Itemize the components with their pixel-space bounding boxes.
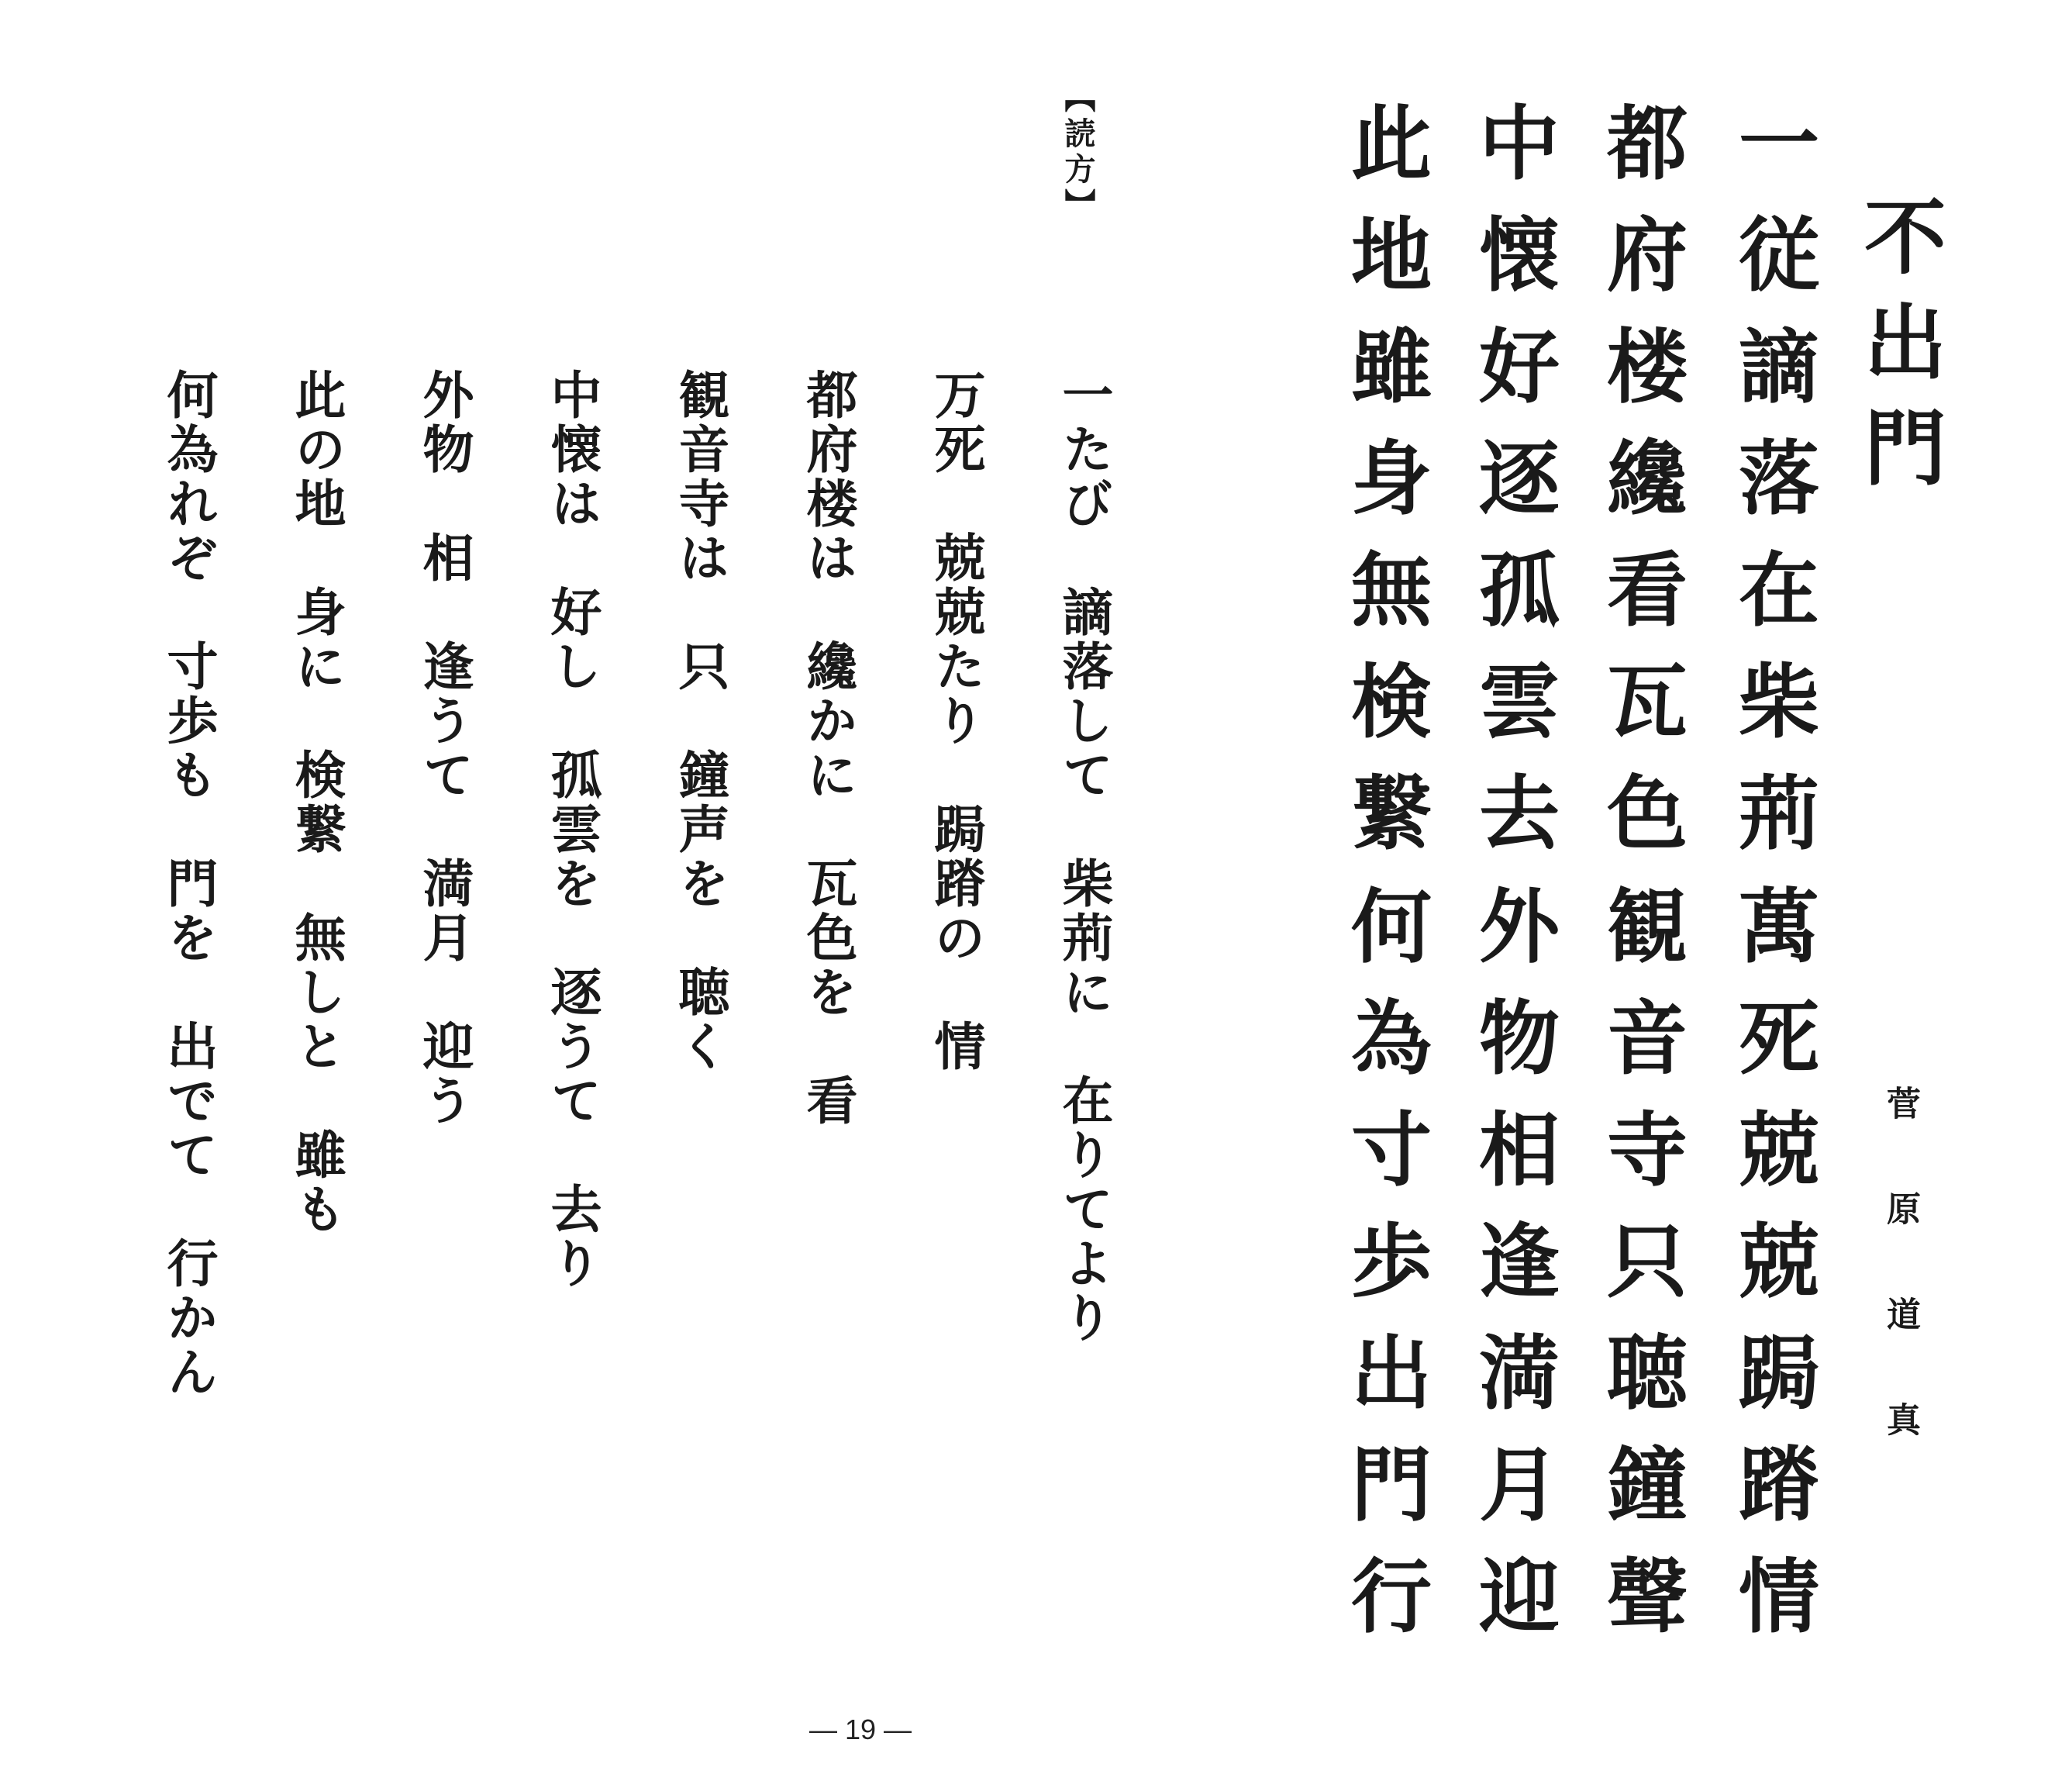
reading-line-4: 観音寺は 只 鐘声を 聴く (670, 368, 730, 1074)
reading-line-8: 何為れぞ 寸歩も 門を 出でて 行かん (158, 368, 219, 1400)
poem-line-2: 都府楼纔看瓦色 (1593, 101, 1688, 882)
poem-author: 菅原道真 (1881, 1086, 1920, 1507)
reading-line-3: 都府楼は 纔かに 瓦色を 看 (798, 368, 858, 1128)
reading-block (151, 368, 1136, 1469)
reading-line-2: 万死 兢兢たり 跼蹐の 情 (926, 368, 986, 1074)
reading-heading: 【読方】 (1060, 81, 1096, 224)
poem-line-5: 萬死兢兢跼蹐情 (1725, 884, 1820, 1665)
page-number: — 19 — (808, 1714, 912, 1745)
poem-line-1: 一従謫落在柴荊 (1725, 101, 1820, 882)
poem-line-8: 何為寸歩出門行 (1337, 884, 1432, 1665)
poem-line-4: 此地雖身無検繋 (1337, 101, 1432, 882)
poem-line-7: 外物相逢満月迎 (1465, 884, 1560, 1665)
poem-line-3: 中懐好逐孤雲去 (1465, 101, 1560, 882)
reading-line-7: 此の地 身に 検繋 無しと 雖も (286, 368, 346, 1237)
reading-line-5: 中懐は 好し 孤雲を 逐うて 去り (542, 368, 602, 1291)
poem-block (1026, 85, 1948, 1665)
poem-title: 不出門 (1851, 194, 1948, 510)
poem-line-6: 観音寺只聴鐘聲 (1593, 884, 1688, 1665)
reading-line-1: 一たび 謫落して 柴荊に 在りてより (1053, 368, 1114, 1345)
reading-line-6: 外物 相 逢うて 満月 迎う (414, 368, 474, 1128)
